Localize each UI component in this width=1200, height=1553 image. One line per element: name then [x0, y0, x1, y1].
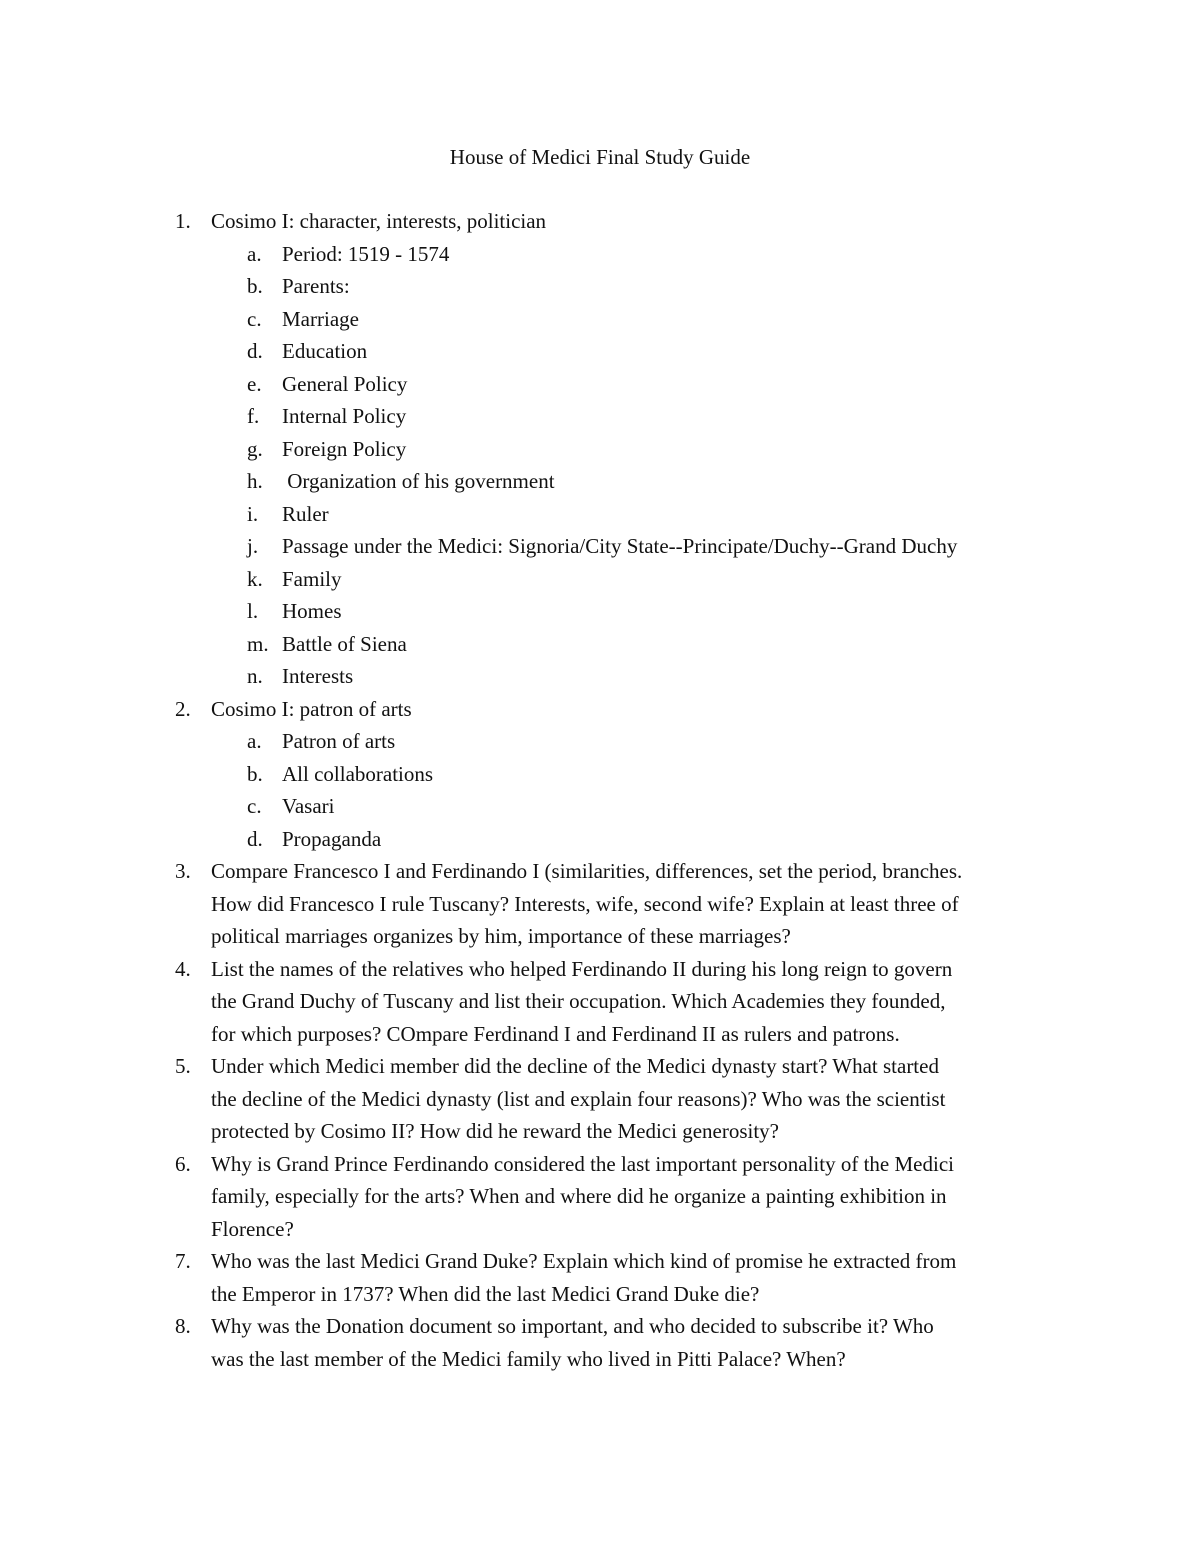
sub-item	[0, 530, 1082, 563]
sub-item-text: General Policy	[282, 371, 408, 396]
list-item-line: protected by Cosimo II? How did he reward the Medici generosity?	[211, 1119, 779, 1143]
list-number: 6.	[175, 1151, 191, 1176]
list-item-8	[0, 1310, 1061, 1375]
list-item-line: Under which Medici member did the decline of the Medici dynasty start? What started	[211, 1054, 939, 1078]
list-item-2	[0, 693, 1061, 726]
sub-item	[0, 335, 1082, 368]
sub-letter: c.	[247, 306, 262, 331]
sub-item-text: Ruler	[282, 501, 329, 526]
list-item-text: Cosimo I: patron of arts	[211, 696, 412, 721]
list-number: 4.	[175, 956, 191, 981]
list-item-4	[0, 953, 1061, 1051]
sub-item	[0, 433, 1082, 466]
list-item-line: Why was the Donation document so important, and who decided to subscribe it? Who	[211, 1314, 934, 1338]
list-item-1	[0, 205, 1061, 238]
list-item-line: Florence?	[211, 1216, 294, 1241]
sub-letter: g.	[247, 436, 263, 461]
sub-item	[0, 498, 1082, 531]
sub-item-text: Passage under the Medici: Signoria/City State--Principate/Duchy--Grand Duchy	[282, 534, 958, 558]
sub-item	[0, 270, 1082, 303]
list-item-line: Compare Francesco I and Ferdinando I (similarities, differences, set the period, branches.	[211, 859, 963, 883]
sub-item	[0, 400, 1082, 433]
list-number: 1.	[175, 209, 191, 233]
sub-item	[0, 563, 1082, 596]
list-item-line: Why is Grand Prince Ferdinando considered the last important personality of the Medici	[211, 1151, 954, 1176]
sub-letter: j.	[247, 534, 259, 558]
list-item-line: was the last member of the Medici family who lived in Pitti Palace? When?	[211, 1346, 846, 1371]
sub-item-text: Battle of Siena	[282, 631, 407, 656]
list-item-7	[0, 1245, 1061, 1310]
sub-item	[0, 725, 1082, 758]
sub-letter: l.	[247, 599, 259, 623]
list-item-text: Cosimo I: character, interests, politician	[211, 209, 547, 233]
sub-item-text: Period: 1519 - 1574	[282, 241, 450, 266]
sub-letter: m.	[247, 631, 269, 656]
list-item-line: the decline of the Medici dynasty (list and explain four reasons)? Who was the scientist	[211, 1086, 946, 1111]
list-item-line: Who was the last Medici Grand Duke? Explain which kind of promise he extracted from	[211, 1249, 957, 1273]
list-item-line: the Emperor in 1737? When did the last Medici Grand Duke die?	[211, 1281, 760, 1306]
sub-letter: h.	[247, 469, 263, 493]
list-number: 8.	[175, 1314, 191, 1338]
sub-item	[0, 595, 1082, 628]
list-item-3	[0, 855, 1061, 953]
sub-item	[0, 465, 1082, 498]
study-guide-list	[0, 205, 1200, 1375]
sub-item	[0, 758, 1082, 791]
sub-letter: c.	[247, 794, 262, 818]
sub-item	[0, 660, 1082, 693]
sub-letter: d.	[247, 826, 263, 851]
sub-letter: a.	[247, 729, 262, 753]
sub-item	[0, 823, 1082, 856]
sub-item-text: Homes	[282, 599, 342, 623]
sub-letter: e.	[247, 371, 262, 396]
sub-item-text: Internal Policy	[282, 404, 407, 428]
page-title: House of Medici Final Study Guide	[449, 145, 751, 169]
sub-item-text: Interests	[282, 664, 354, 688]
sub-letter: b.	[247, 761, 263, 786]
list-item-6	[0, 1148, 1061, 1246]
list-number: 7.	[175, 1249, 191, 1273]
list-number: 5.	[175, 1054, 191, 1078]
sub-letter: b.	[247, 274, 263, 298]
list-number: 3.	[175, 859, 191, 883]
sub-letter: n.	[247, 664, 263, 688]
sub-letter: k.	[247, 566, 263, 591]
sub-item-text: Patron of arts	[282, 729, 396, 753]
list-item-line: the Grand Duchy of Tuscany and list their occupation. Which Academies they founded,	[211, 989, 946, 1013]
sub-item-text: Organization of his government	[282, 469, 555, 493]
sub-item	[0, 238, 1082, 271]
sub-item-text: Family	[282, 566, 342, 591]
list-item-line: political marriages organizes by him, importance of these marriages?	[211, 924, 791, 948]
sub-item	[0, 368, 1082, 401]
sub-letter: d.	[247, 339, 263, 363]
sub-letter: a.	[247, 241, 262, 266]
sub-item-text: Propaganda	[282, 826, 382, 851]
list-item-line: for which purposes? COmpare Ferdinand I and Ferdinand II as rulers and patrons.	[211, 1021, 900, 1046]
sub-item-text: Foreign Policy	[282, 436, 407, 461]
sub-letter: f.	[247, 404, 260, 428]
list-item-5	[0, 1050, 1061, 1148]
sub-item-text: Vasari	[282, 794, 335, 818]
sub-letter: i.	[247, 501, 259, 526]
sub-item-text: Marriage	[282, 306, 359, 331]
sub-item	[0, 628, 1082, 661]
list-item-line: How did Francesco I rule Tuscany? Interests, wife, second wife? Explain at least three of	[211, 891, 959, 916]
sub-item-text: All collaborations	[282, 761, 434, 786]
list-number: 2.	[175, 696, 191, 721]
sub-item	[0, 303, 1082, 336]
sub-item-text: Education	[282, 339, 368, 363]
list-item-line: List the names of the relatives who helped Ferdinando II during his long reign to govern	[211, 956, 953, 981]
sub-item	[0, 790, 1082, 823]
list-item-line: family, especially for the arts? When and where did he organize a painting exhibition in	[211, 1184, 947, 1208]
sub-item-text: Parents:	[282, 274, 350, 298]
